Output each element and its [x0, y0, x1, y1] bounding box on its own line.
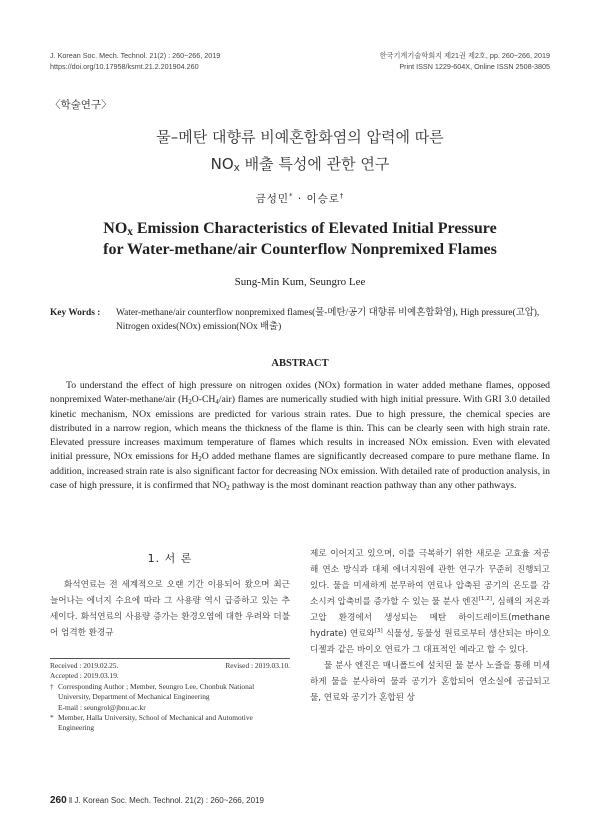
footnote-text: Member, Halla University, School of Mechanical and Automotive [58, 713, 253, 723]
intro-heading: 1. 서 론 [147, 552, 193, 565]
english-title-nox: NO [103, 220, 128, 237]
journal-citation-korean: 한국기계기술학회지 제21권 제2호, pp. 260~266, 2019 [379, 51, 550, 60]
body-paragraph-2: 물 분사 엔진은 매니폴드에 설치된 물 분사 노즐을 통해 미세하게 물을 분사하여 물과 공기가 혼합되어 연소실에 공급되고 물, 연료와 공기가 혼합된 상 [310, 661, 550, 703]
author-email[interactable]: E-mail : seungrol@jbnu.ac.kr [58, 702, 146, 712]
intro-paragraph: 화석연료는 전 세계적으로 오랜 기간 이용되어 왔으며 최근 늘어나는 에너지 수요에 따라 그 사용량 역시 급증하고 있는 추세이다. 화석연료의 사용량 증가는 환경오염에 대한 우려와 더불어 엄격한 환경규 [50, 580, 290, 638]
footnote-text: Corresponding Author ; Member, Seungro Lee, Chonbuk National [58, 681, 255, 691]
dagger-mark: † [50, 681, 54, 691]
korean-title-sub: x [233, 162, 240, 174]
abstract-body [50, 379, 550, 493]
body-text: 식물성, 동물성 원료로부터 생산되는 바이오 디젤과 같은 바이오 연료가 그 대표적인 예라고 할 수 있다. [310, 629, 550, 655]
subscript: 2 [188, 399, 192, 407]
subscript: 2 [226, 485, 230, 493]
journal-citation: J. Korean Soc. Mech. Technol. 21(2) : 260~266, 2019 [50, 51, 221, 60]
abstract-text: O added methane flames are significantly decreased compare to pure methane flame. In addition, increased strain rate is also significant factor for decreasing NOx emission. With detailed rate of production analysis, in case of high pressure, it is confirmed that NO [50, 451, 550, 492]
author1-korean: 금성민 [255, 193, 290, 205]
member-note [50, 713, 290, 723]
author1-mark: * [289, 192, 294, 200]
korean-title-line2 [0, 153, 600, 174]
keywords-label: Key Words : [50, 308, 101, 318]
english-title-rest: Emission Characteristics of Elevated Initial Pressure [132, 220, 497, 237]
footnote-text: University, Department of Mechanical Engineering [58, 692, 210, 702]
author2-korean: 이승로 [306, 193, 340, 205]
running-header-left [50, 50, 220, 72]
dates-row [50, 661, 290, 671]
footnote-text: Engineering [58, 723, 95, 733]
footer-separator: ‖ [66, 796, 75, 805]
footnotes [50, 661, 290, 734]
abstract-text: /air) flames are numerically studied with high initial pressure. With GRI 3.0 detailed kinetic mechanism, NOx emissions are predicted for various strain rates. Due to high pressure, the chemical species are distributed in a narrow region, which means the thickness of the flame is thin. This can be clearly seen with high strain rate. Elevated pressure increases maximum temperature of flames which results in increased NOx emission. Even with elevated initial pressure, NOx emissions for H [50, 394, 550, 463]
subscript: 4 [215, 399, 219, 407]
korean-title-rest: 배출 특성에 관한 연구 [239, 155, 390, 173]
page-number: 260 [50, 795, 67, 806]
right-column [310, 546, 550, 706]
issn-line: Print ISSN 1229-604X, Online ISSN 2508-3805 [399, 62, 550, 71]
citation-ref[interactable]: [3] [374, 628, 383, 634]
abstract-text: O-CH [191, 394, 216, 406]
keywords-text: Water-methane/air counterflow nonpremixed flames(물-메탄/공기 대향류 비예혼합화염), High pressure(고압), Nitrogen oxides(NOx) emission(NOx 배출) [116, 308, 540, 332]
received-date: Received : 2019.02.25. [50, 661, 119, 670]
accepted-date: Accepted : 2019.03.19. [50, 671, 119, 681]
body-text: 제로 이어지고 있으며, 이를 극복하기 위한 새로운 고효율 저공해 연소 방식과 대체 에너지원에 관한 연구가 꾸준히 진행되고 있다. 물을 미세하게 분무하여 연료나 압축된 공기의 온도를 감소시켜 압축비를 증가할 수 있는 물 분사 엔진 [310, 549, 550, 607]
korean-authors [0, 191, 600, 206]
left-column [50, 546, 290, 641]
footnote-rule [50, 658, 290, 659]
asterisk-mark: * [50, 713, 54, 723]
subscript: 2 [198, 456, 202, 464]
body-text: , 심해의 저온과 고압 환경에서 생성되는 메탄 하이드레이트(methane hydrate) 연료와 [310, 597, 550, 639]
abstract-heading: ABSTRACT [271, 358, 329, 369]
section-tag: 〈학술연구〉 [50, 99, 112, 111]
abstract-text: To understand the effect of high pressure on nitrogen oxides (NOx) formation in water added methane flames, opposed nonpremixed Water-methane/air (H [50, 380, 550, 406]
page-footer [50, 795, 264, 806]
korean-title-nox: NO [210, 155, 234, 173]
revised-date: Revised : 2019.03.10. [225, 661, 290, 670]
author2-mark: † [339, 192, 345, 200]
body-paragraph-1 [310, 546, 550, 658]
footer-citation: J. Korean Soc. Mech. Technol. 21(2) : 260~266, 2019 [74, 796, 264, 805]
abstract-text: pathway is the most dominant reaction pathway than any other pathways. [229, 480, 517, 492]
citation-ref[interactable]: [1,2] [478, 596, 492, 602]
author-separator: · [293, 193, 307, 205]
korean-title-line1: 물–메탄 대향류 비예혼합화염의 압력에 따른 [156, 128, 444, 146]
english-title-sub: x [127, 226, 133, 238]
corresponding-author [50, 682, 290, 692]
english-title-line2: for Water-methane/air Counterflow Nonpremixed Flames [103, 241, 497, 258]
running-header-right [380, 50, 550, 72]
doi-link[interactable]: https://doi.org/10.17958/ksmt.21.2.201904.260 [50, 62, 199, 71]
english-authors: Sung-Min Kum, Seungro Lee [234, 276, 366, 288]
english-title-line1 [0, 220, 600, 238]
